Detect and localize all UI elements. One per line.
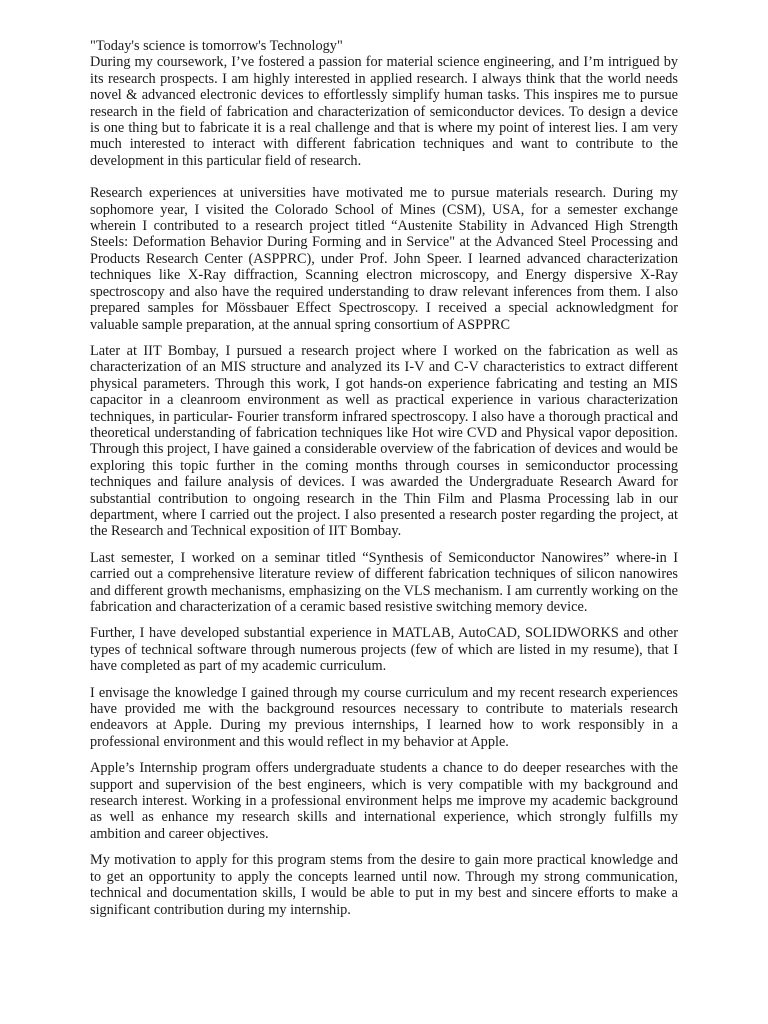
paragraph-software: Further, I have developed substantial experience in MATLAB, AutoCAD, SOLIDWORKS and other types of technical software through numerous projects (few of which are listed in my resume), that I have completed as part of my academic curriculum.	[90, 625, 678, 675]
paragraph-envisage: I envisage the knowledge I gained through my course curriculum and my recent research experiences have provided me with the background resources necessary to contribute to materials research endeavors at Apple. During my previous internships, I learned how to work responsibly in a professional environment and this would reflect in my behavior at Apple.	[90, 684, 678, 750]
document-page	[90, 38, 678, 928]
paragraph-research-experience: Research experiences at universities have motivated me to pursue materials research. During my sophomore year, I visited the Colorado School of Mines (CSM), USA, for a semester exchange wherein I contributed to a research project titled “Austenite Stability in Advanced High Strength Steels: Deformation Behavior During Forming and in Service" at the Advanced Steel Processing and Products Research Center (ASPPRC), under Prof. John Speer. I learned advanced characterization techniques like X-Ray diffraction, Scanning electron microscopy, and Energy dispersive X-Ray spectroscopy and also have the required understanding to draw relevant inferences from them. I also prepared samples for Mössbauer Effect Spectroscopy. I received a special acknowledgment for valuable sample preparation, at the annual spring consortium of ASPPRC	[90, 185, 678, 333]
paragraph-interest: During my coursework, I’ve fostered a passion for material science engineering, and I’m intrigued by its research prospects. I am highly interested in applied research. I always think that the world needs novel & advanced electronic devices to effortlessly simplify human tasks. This inspires me to pursue research in the field of fabrication and characterization of semiconductor devices. To design a device is one thing but to fabricate it is a real challenge and that is where my point of interest lies. I am very much interested to interact with different fabrication techniques and want to contribute to the development in this particular field of research.	[90, 54, 678, 169]
opening-quote: "Today's science is tomorrow's Technology"	[90, 38, 343, 54]
paragraph-iit-project: Later at IIT Bombay, I pursued a research project where I worked on the fabrication as well as characterization of an MIS structure and analyzed its I-V and C-V characteristics to extract different physical parameters. Through this work, I got hands-on experience fabricating and testing an MIS capacitor in a cleanroom environment as well as practical experience in various characterization techniques, in particular- Fourier transform infrared spectroscopy. I also have a thorough practical and theoretical understanding of fabrication techniques like Hot wire CVD and Physical vapor deposition. Through this project, I have gained a considerable overview of the fabrication of devices and would be exploring this topic further in the coming months through courses in semiconductor processing techniques and failure analysis of devices. I was awarded the Undergraduate Research Award for substantial contribution to ongoing research in the Thin Film and Plasma Processing lab in our department, where I carried out the project. I also presented a research poster regarding the project, at the Research and Technical exposition of IIT Bombay.	[90, 342, 678, 540]
paragraph-motivation: My motivation to apply for this program stems from the desire to gain more practical knowledge and to get an opportunity to apply the concepts learned until now. Through my strong communication, technical and documentation skills, I would be able to put in my best and sincere efforts to make a significant contribution during my internship.	[90, 852, 678, 918]
paragraph-internship-program: Apple’s Internship program offers undergraduate students a chance to do deeper researches with the support and supervision of the best engineers, which is very compatible with my background and research interest. Working in a professional environment helps me improve my academic background as well as enhance my research skills and international experience, which strongly fulfills my ambition and career objectives.	[90, 760, 678, 842]
paragraph-seminar: Last semester, I worked on a seminar titled “Synthesis of Semiconductor Nanowires” where-in I carried out a comprehensive literature review of different fabrication techniques of silicon nanowires and different growth mechanisms, emphasizing on the VLS mechanism. I am currently working on the fabrication and characterization of a ceramic based resistive switching memory device.	[90, 549, 678, 615]
